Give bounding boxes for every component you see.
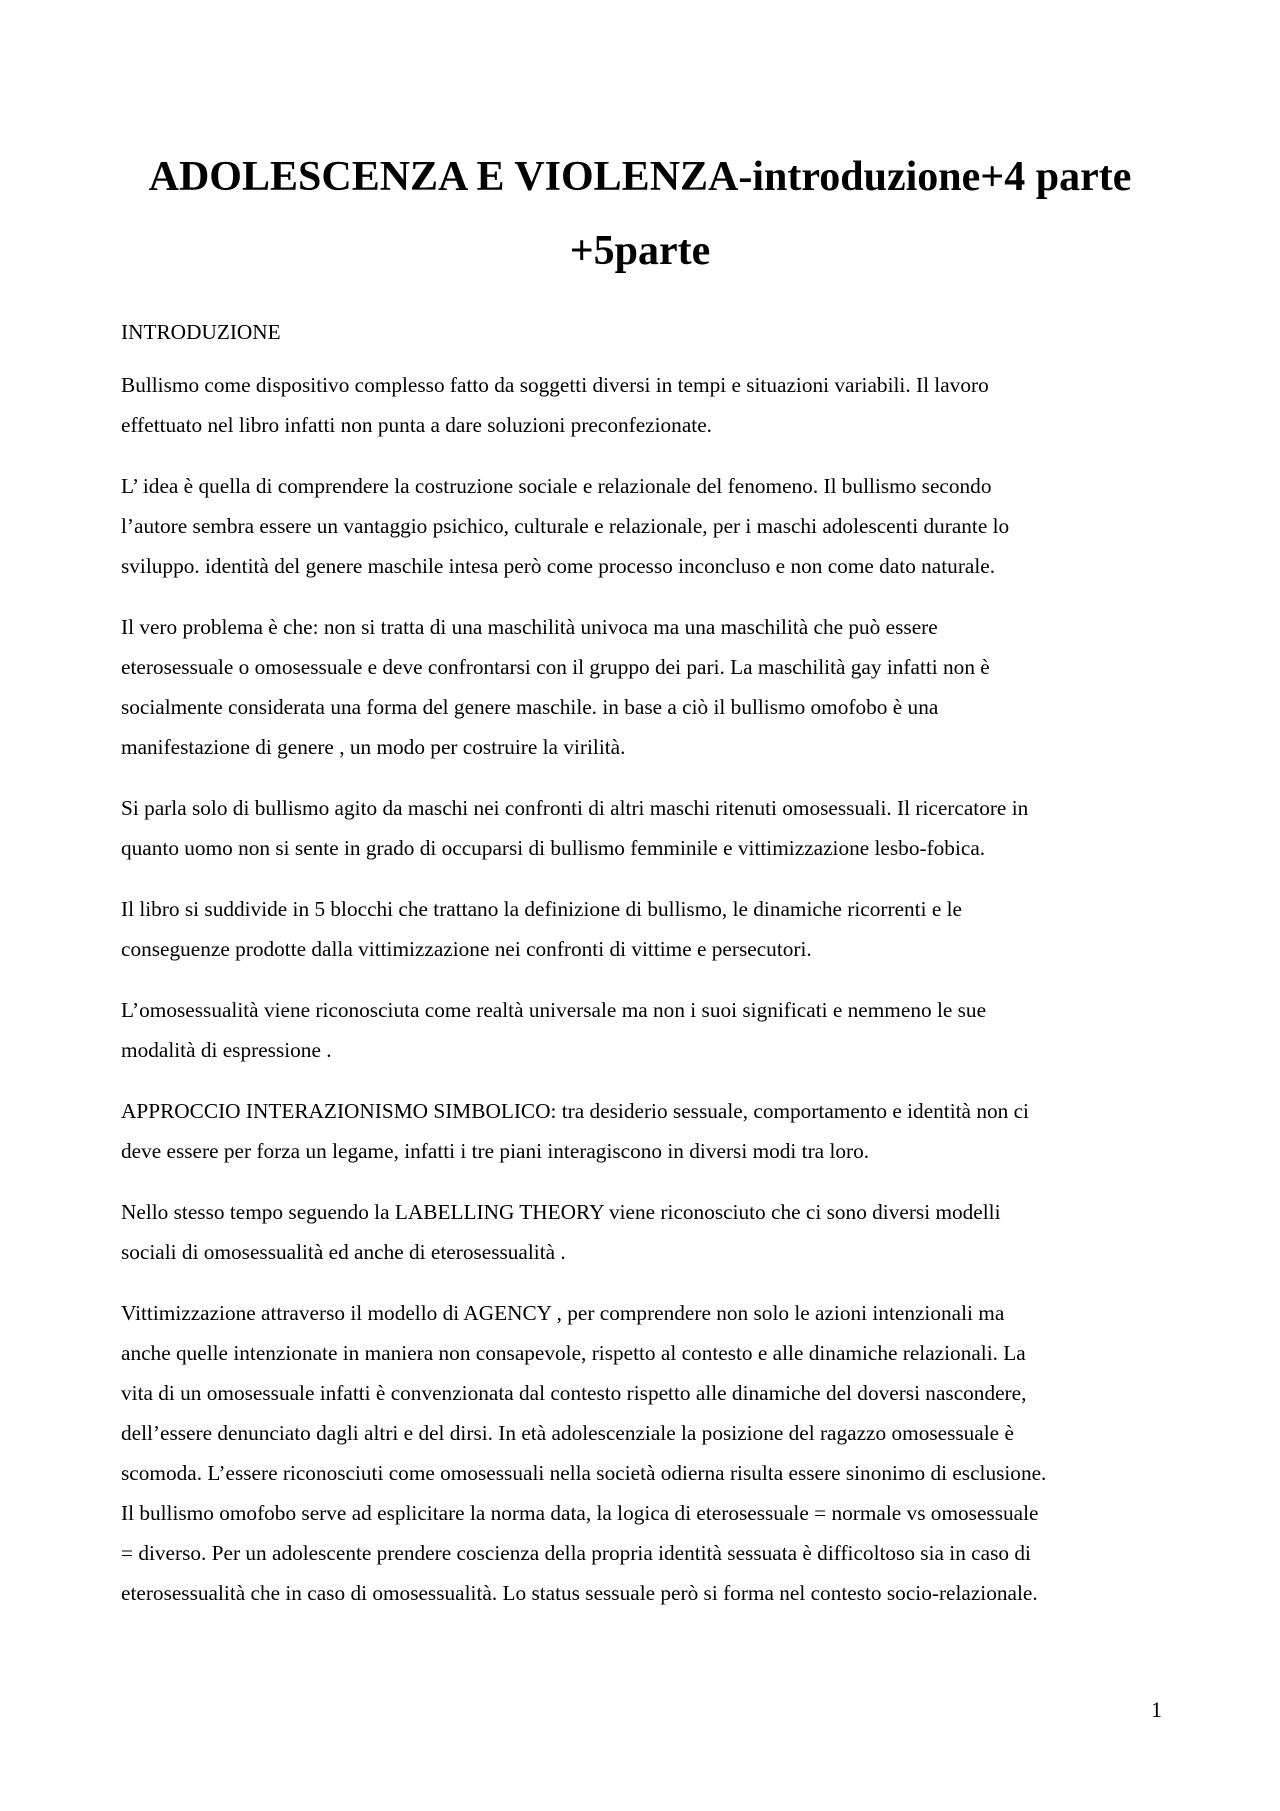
document-title	[120, 140, 1160, 288]
page-number: 1	[1151, 1697, 1162, 1722]
text-line: eterosessualità che in caso di omosessualità. Lo status sessuale però si forma nel contesto socio-relazionale.	[121, 1581, 1038, 1605]
text-line: APPROCCIO INTERAZIONISMO SIMBOLICO: tra desiderio sessuale, comportamento e identità non ci	[121, 1099, 1029, 1123]
paragraph-4	[121, 788, 1181, 868]
text-line: sociali di omosessualità ed anche di eterosessualità .	[121, 1240, 566, 1264]
text-line: Nello stesso tempo seguendo la LABELLING THEORY viene riconosciuto che ci sono diversi modelli	[121, 1200, 1001, 1224]
section-heading: INTRODUZIONE	[121, 320, 281, 344]
text-line: deve essere per forza un legame, infatti i tre piani interagiscono in diversi modi tra loro.	[121, 1139, 870, 1163]
title-line: ADOLESCENZA E VIOLENZA-introduzione+4 parte	[148, 154, 1132, 200]
text-line: scomoda. L’essere riconosciuti come omosessuali nella società odierna risulta essere sinonimo di esclusione.	[121, 1461, 1047, 1485]
title-line: +5parte	[569, 228, 711, 274]
text-line: sviluppo. identità del genere maschile intesa però come processo inconcluso e non come dato naturale.	[121, 554, 996, 578]
text-line: anche quelle intenzionate in maniera non consapevole, rispetto al contesto e alle dinamiche relazionali. La	[121, 1341, 1026, 1365]
text-line: effettuato nel libro infatti non punta a dare soluzioni preconfezionate.	[121, 413, 712, 437]
paragraph-3	[121, 607, 1181, 767]
text-line: Il bullismo omofobo serve ad esplicitare la norma data, la logica di eterosessuale = normale vs omosessuale	[121, 1501, 1039, 1525]
paragraph-7	[121, 1091, 1181, 1171]
text-line: modalità di espressione .	[121, 1038, 332, 1062]
document-body	[121, 312, 1181, 1634]
text-line: L’omosessualità viene riconosciuta come realtà universale ma non i suoi significati e nemmeno le sue	[121, 998, 987, 1022]
text-line: Il vero problema è che: non si tratta di una maschilità univoca ma una maschilità che può essere	[121, 615, 938, 639]
text-line: socialmente considerata una forma del genere maschile. in base a ciò il bullismo omofobo è una	[121, 695, 939, 719]
paragraph-2	[121, 466, 1181, 586]
text-line: quanto uomo non si sente in grado di occuparsi di bullismo femminile e vittimizzazione lesbo-fobica.	[121, 836, 986, 860]
text-line: conseguenze prodotte dalla vittimizzazione nei confronti di vittime e persecutori.	[121, 937, 812, 961]
paragraph-9	[121, 1293, 1181, 1613]
paragraph-5	[121, 889, 1181, 969]
paragraph-6	[121, 990, 1181, 1070]
text-line: vita di un omosessuale infatti è convenzionata dal contesto rispetto alle dinamiche del doversi nascondere,	[121, 1381, 1027, 1405]
text-line: dell’essere denunciato dagli altri e del dirsi. In età adolescenziale la posizione del ragazzo omosessuale è	[121, 1421, 1014, 1445]
text-line: l’autore sembra essere un vantaggio psichico, culturale e relazionale, per i maschi adolescenti durante lo	[121, 514, 1010, 538]
text-line: Bullismo come dispositivo complesso fatto da soggetti diversi in tempi e situazioni variabili. Il lavoro	[121, 373, 989, 397]
text-line: L’ idea è quella di comprendere la costruzione sociale e relazionale del fenomeno. Il bullismo secondo	[121, 474, 992, 498]
text-line: Si parla solo di bullismo agito da maschi nei confronti di altri maschi ritenuti omosessuali. Il ricercatore in	[121, 796, 1029, 820]
paragraph-1	[121, 365, 1181, 445]
text-line: eterosessuale o omosessuale e deve confrontarsi con il gruppo dei pari. La maschilità gay infatti non è	[121, 655, 990, 679]
text-line: Il libro si suddivide in 5 blocchi che trattano la definizione di bullismo, le dinamiche ricorrenti e le	[121, 897, 962, 921]
text-line: = diverso. Per un adolescente prendere coscienza della propria identità sessuata è difficoltoso sia in caso di	[121, 1541, 1031, 1565]
paragraph-8	[121, 1192, 1181, 1272]
text-line: manifestazione di genere , un modo per costruire la virilità.	[121, 735, 626, 759]
text-line: Vittimizzazione attraverso il modello di AGENCY , per comprendere non solo le azioni intenzionali ma	[121, 1301, 1005, 1325]
